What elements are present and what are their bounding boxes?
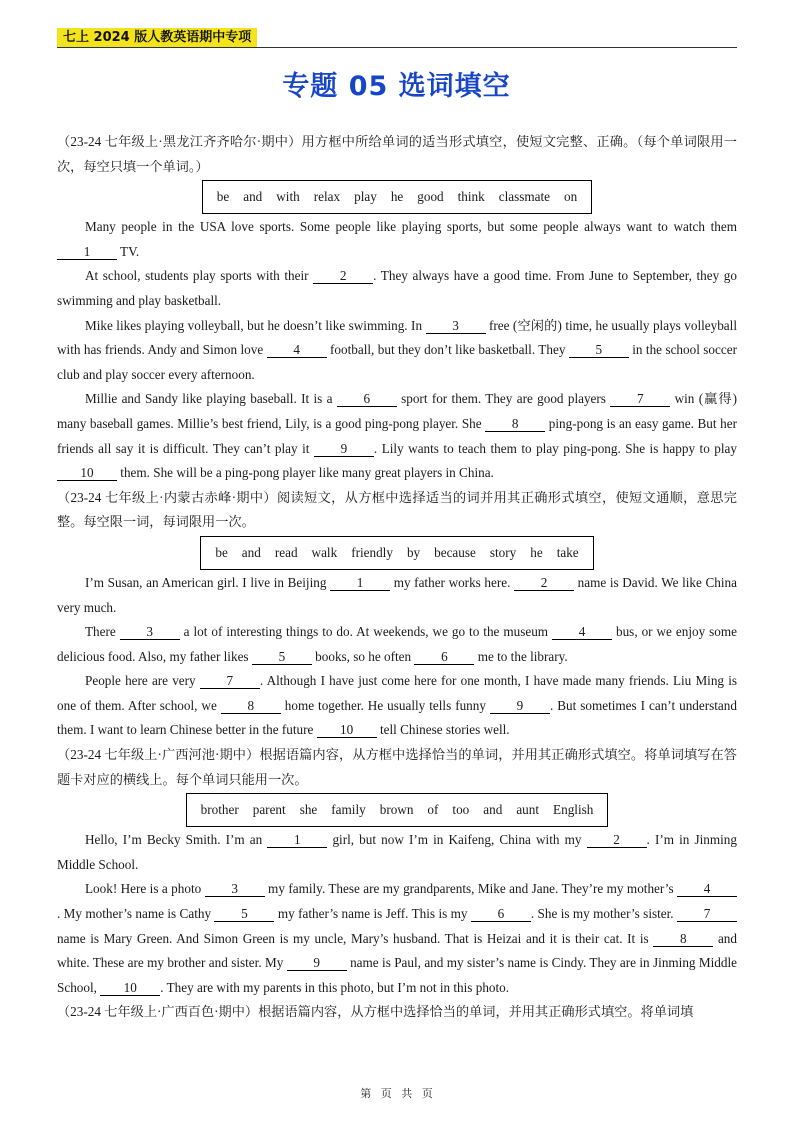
word-bank-item: brown bbox=[379, 802, 414, 818]
word-bank-box bbox=[202, 180, 592, 214]
word-bank-box bbox=[186, 793, 609, 827]
answer-blank[interactable]: 8 bbox=[653, 931, 713, 947]
word-bank-item: brother bbox=[200, 802, 239, 818]
answer-blank[interactable]: 4 bbox=[677, 881, 737, 897]
word-bank-item: by bbox=[406, 544, 421, 560]
word-bank-item: think bbox=[457, 189, 485, 205]
word-bank-item: and bbox=[243, 189, 263, 205]
answer-blank[interactable]: 3 bbox=[426, 318, 486, 334]
word-bank-item: and bbox=[483, 802, 503, 818]
word-bank-item: with bbox=[276, 189, 300, 205]
answer-blank[interactable]: 2 bbox=[514, 575, 574, 591]
word-bank-item: of bbox=[427, 802, 439, 818]
answer-blank[interactable]: 1 bbox=[57, 244, 117, 260]
word-bank-item: friendly bbox=[351, 544, 393, 560]
answer-blank[interactable]: 10 bbox=[317, 722, 377, 738]
word-bank-item: too bbox=[452, 802, 470, 818]
section-instructions: （23-24 七年级上·内蒙古赤峰·期中）阅读短文，从方框中选择适当的词并用其正确形式填空，使短文通顺，意思完整。每空限一词，每词限用一次。 bbox=[57, 489, 737, 530]
footer-text: 第 bbox=[360, 1087, 372, 1100]
header-divider bbox=[57, 47, 737, 48]
word-bank-item: family bbox=[331, 802, 366, 818]
answer-blank[interactable]: 5 bbox=[214, 906, 274, 922]
answer-blank[interactable]: 6 bbox=[414, 649, 474, 665]
exercise-section bbox=[57, 1000, 737, 1025]
word-bank-item: aunt bbox=[516, 802, 540, 818]
word-bank-item: take bbox=[556, 544, 579, 560]
exercise-section bbox=[57, 130, 737, 486]
word-bank-box bbox=[200, 536, 593, 570]
passage-paragraph: Many people in the USA love sports. Some people like playing sports, but some people always want to watch them 1 TV. bbox=[57, 215, 737, 264]
section-instructions: （23-24 七年级上·广西百色·期中）根据语篇内容，从方框中选择恰当的单词，并用其正确形式填空。将单词填 bbox=[57, 1004, 694, 1020]
word-bank-item: because bbox=[434, 544, 476, 560]
word-bank-item: be bbox=[215, 544, 228, 560]
answer-blank[interactable]: 8 bbox=[221, 698, 281, 714]
word-bank-item: English bbox=[553, 802, 594, 818]
answer-blank[interactable]: 9 bbox=[490, 698, 550, 714]
page-footer bbox=[0, 1085, 793, 1101]
exercise-section bbox=[57, 743, 737, 1000]
word-bank-item: relax bbox=[313, 189, 341, 205]
answer-blank[interactable]: 3 bbox=[120, 624, 180, 640]
answer-blank[interactable]: 6 bbox=[337, 391, 397, 407]
passage-paragraph: At school, students play sports with their 2 . They always have a good time. From June to September, they go swimming and play basketball. bbox=[57, 268, 737, 308]
exercise-section bbox=[57, 486, 737, 743]
word-bank-item: he bbox=[530, 544, 543, 560]
passage-paragraph: People here are very 7 . Although I have just come here for one month, I have made many friends. Liu Ming is one of them. After school, we 8 home together. He usually tells funny 9 . But sometimes I can’t understand them. I want to learn Chinese better in the future 10 tell Chinese stories well. bbox=[57, 673, 737, 738]
section-instructions: （23-24 七年级上·广西河池·期中）根据语篇内容，从方框中选择恰当的单词，并用其正确形式填空。将单词填写在答题卡对应的横线上。每个单词只能用一次。 bbox=[57, 747, 737, 787]
answer-blank[interactable]: 10 bbox=[57, 465, 117, 481]
answer-blank[interactable]: 2 bbox=[587, 832, 647, 848]
answer-blank[interactable]: 5 bbox=[569, 342, 629, 358]
answer-blank[interactable]: 10 bbox=[100, 980, 160, 996]
page-title: 专题 05 选词填空 bbox=[282, 71, 511, 102]
answer-blank[interactable]: 9 bbox=[314, 441, 374, 457]
word-bank-item: read bbox=[274, 544, 298, 560]
word-bank-item: play bbox=[354, 189, 377, 205]
word-bank-item: he bbox=[390, 189, 404, 205]
passage-paragraph: Mike likes playing volleyball, but he doesn’t like swimming. In 3 free (空闲的) time, he usually plays volleyball with has friends. Andy and Simon love 4 football, but they don’t like basketball. They 5 in the school soccer club and play soccer every afternoon. bbox=[57, 317, 737, 382]
answer-blank[interactable]: 5 bbox=[252, 649, 312, 665]
answer-blank[interactable]: 8 bbox=[485, 416, 545, 432]
passage-paragraph: Look! Here is a photo 3 my family. These are my grandparents, Mike and Jane. They’re my mother’s 4. My mother’s name is Cathy 5 my father’s name is Jeff. This is my 6 . She is my mother’s sister. 7 name is Mary Green. And Simon Green is my uncle, Mary’s husband. That is Heizai and it is their cat. It is 8 and white. These are my brother and sister. My 9 name is Paul, and my sister’s name is Cindy. They are in Jinming Middle School, 10 . They are with my parents in this photo, but I’m not in this photo. bbox=[57, 881, 737, 995]
footer-text: 页 bbox=[380, 1087, 392, 1100]
answer-blank[interactable]: 6 bbox=[471, 906, 531, 922]
word-bank-item: good bbox=[417, 189, 444, 205]
passage-paragraph: Hello, I’m Becky Smith. I’m an 1 girl, but now I’m in Kaifeng, China with my 2 . I’m in Jinming Middle School. bbox=[57, 832, 737, 872]
word-bank-item: she bbox=[299, 802, 318, 818]
footer-text: 共 bbox=[401, 1087, 413, 1100]
answer-blank[interactable]: 3 bbox=[205, 881, 265, 897]
word-bank-item: story bbox=[489, 544, 517, 560]
answer-blank[interactable]: 9 bbox=[287, 955, 347, 971]
answer-blank[interactable]: 7 bbox=[677, 906, 737, 922]
answer-blank[interactable]: 4 bbox=[552, 624, 612, 640]
word-bank-item: parent bbox=[252, 802, 286, 818]
answer-blank[interactable]: 1 bbox=[330, 575, 390, 591]
document-body bbox=[57, 130, 737, 1025]
passage-paragraph: I’m Susan, an American girl. I live in Beijing 1 my father works here. 2 name is David. We like China very much. bbox=[57, 574, 737, 615]
word-bank-item: be bbox=[216, 189, 230, 205]
word-bank-item: walk bbox=[311, 544, 338, 560]
footer-text: 页 bbox=[421, 1087, 433, 1100]
answer-blank[interactable]: 7 bbox=[200, 673, 260, 689]
answer-blank[interactable]: 2 bbox=[313, 268, 373, 284]
answer-blank[interactable]: 7 bbox=[610, 391, 670, 407]
header-tag: 七上 2024 版人教英语期中专项 bbox=[57, 28, 257, 47]
section-instructions: （23-24 七年级上·黑龙江齐齐哈尔·期中）用方框中所给单词的适当形式填空，使短文完整、正确。（每个单词限用一次，每空只填一个单词。） bbox=[57, 134, 737, 174]
word-bank-item: and bbox=[241, 544, 261, 560]
passage-paragraph: There 3 a lot of interesting things to do. At weekends, we go to the museum 4 bus, or we enjoy some delicious food. Also, my father likes 5 books, so he often 6 me to the library. bbox=[57, 624, 737, 664]
answer-blank[interactable]: 1 bbox=[267, 832, 327, 848]
answer-blank[interactable]: 4 bbox=[267, 342, 327, 358]
passage-paragraph: Millie and Sandy like playing baseball. It is a 6 sport for them. They are good players 7 win (赢得) many baseball games. Millie’s best friend, Lily, is a good ping-pong player. She 8 ping-pong is an easy game. But her friends all say it is difficult. They can’t play it 9 . Lily wants to teach them to play ping-pong. She is happy to play 10 them. She will be a ping-pong player like many great players in China. bbox=[57, 391, 737, 481]
word-bank-item: classmate bbox=[498, 189, 551, 205]
word-bank-item: on bbox=[564, 189, 578, 205]
